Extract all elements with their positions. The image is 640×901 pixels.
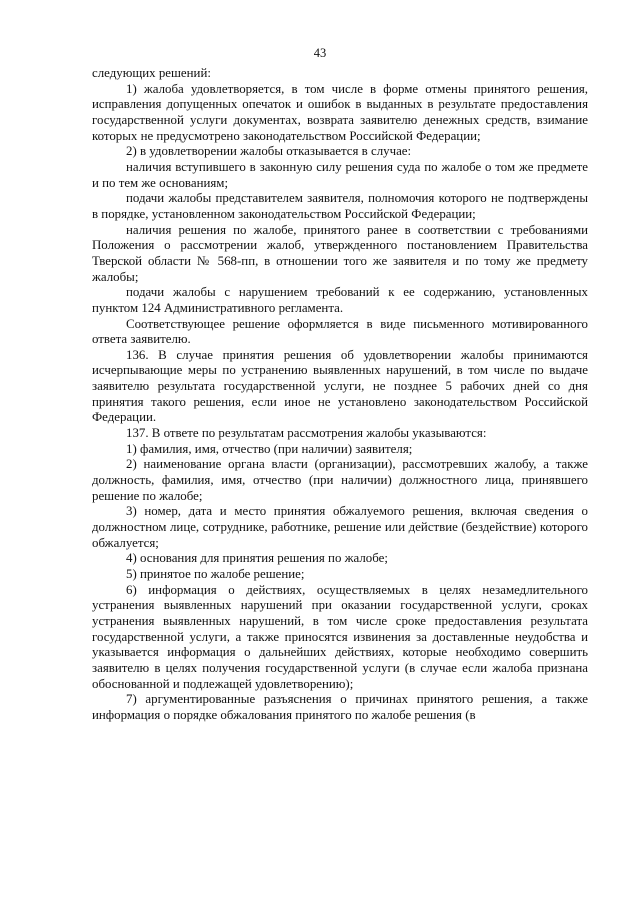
paragraph: 1) фамилия, имя, отчество (при наличии) заявителя; bbox=[126, 441, 413, 456]
paragraph: наличия вступившего в законную силу решения суда по жалобе о том же предмете и по тем же основаниям; bbox=[92, 159, 588, 190]
paragraph: наличия решения по жалобе, принятого ранее в соответствии с требованиями Положения о рассмотрении жалоб, утвержденного постановлением Правительства Тверской области № 568-пп, в отношении того же заявителя и по тому же предмету жалобы; bbox=[92, 222, 588, 284]
paragraph: подачи жалобы с нарушением требований к ее содержанию, установленных пунктом 124 Административного регламента. bbox=[92, 285, 588, 315]
paragraph: 5) принятое по жалобе решение; bbox=[126, 567, 305, 581]
paragraph: 1) жалоба удовлетворяется, в том числе в форме отмены принятого решения, исправления допущенных опечаток и ошибок в выданных в результате предоставления государственной услуги документах, возврата заявителю денежных средств, взимание которых не предусмотрено законодательством Российской Федерации; bbox=[92, 81, 588, 143]
paragraph: 137. В ответе по результатам рассмотрения жалобы указываются: bbox=[126, 426, 487, 441]
document-body bbox=[92, 66, 588, 724]
paragraph: 136. В случае принятия решения об удовлетворении жалобы принимаются исчерпывающие меры по устранению выявленных нарушений, в том числе по выдаче заявителю результата государственной услуги, не позднее 5 рабочих дней со дня принятия такого решения, если иное не установлено законодательством Российской Федерации. bbox=[92, 347, 588, 425]
paragraph: подачи жалобы представителем заявителя, полномочия которого не подтверждены в порядке, установленном законодательством Российской Федерации; bbox=[92, 191, 588, 221]
paragraph: 2) наименование органа власти (организации), рассмотревших жалобу, а также должность, фамилия, имя, отчество (при наличии) должностного лица, принявшего решение по жалобе; bbox=[92, 457, 588, 503]
paragraph: 2) в удовлетворении жалобы отказывается в случае: bbox=[126, 144, 412, 159]
paragraph: 4) основания для принятия решения по жалобе; bbox=[126, 551, 388, 566]
paragraph: 6) информация о действиях, осуществляемых в целях незамедлительного устранения выявленных нарушений при оказании государственной услуги, сроках устранения выявленных нарушений, в том числе сроке предоставления результата государственной услуги, а также приносятся извинения за доставленные неудобства и указывается информация о дальнейших действиях, которые необходимо совершить заявителю в целях получения государственной услуги (в случае если жалоба признана обоснованной и подлежащей удовлетворению); bbox=[92, 582, 588, 691]
paragraph: 3) номер, дата и место принятия обжалуемого решения, включая сведения о должностном лице, сотруднике, работнике, решение или действие (бездействие) которого обжалуется; bbox=[92, 504, 588, 550]
paragraph: следующих решений: bbox=[92, 66, 211, 80]
paragraph: Соответствующее решение оформляется в виде письменного мотивированного ответа заявителю. bbox=[92, 316, 588, 347]
paragraph: 7) аргументированные разъяснения о причинах принятого решения, а также информация о порядке обжалования принятого по жалобе решения (в bbox=[92, 692, 588, 722]
page-number: 43 bbox=[313, 46, 327, 60]
